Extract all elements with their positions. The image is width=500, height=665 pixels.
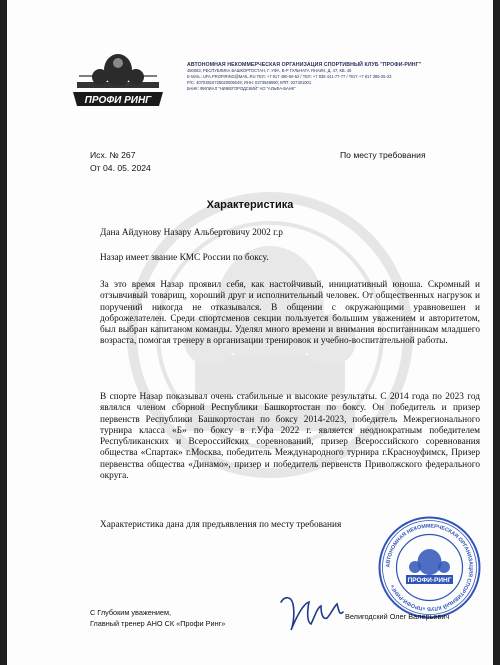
paragraph-achievements: В спорте Назар показывал очень стабильные и высокие результаты. С 2014 года по 2023 год являлся членом сборной Республики Башкортостан по боксу. Он победитель и призер первенств Республики Башкортостан по боксу 2014-2023, победитель Межрегионального турнира класса «Б» по боксу в г.Уфа 2022 г. является неоднократным победителем Республиканских и Всероссийских соревнований, призер Всероссийского соревнования общества «Спартак» г.Москва, победитель Международного турнира г.Красноуфимск, Призер первенства общества «Динамо», призер и победитель первенств Приволжского федерального округа. [100, 392, 480, 482]
reference-date: От 04. 05. 2024 [90, 163, 151, 173]
stamp-center-text: ПРОФИ-РИНГ [407, 577, 452, 584]
letterhead [187, 62, 487, 92]
document-page [7, 0, 493, 665]
closing-regards: С Глубоким уважением, [90, 608, 172, 617]
destination: По месту требования [340, 150, 426, 160]
paragraph-rank: Назар имеет звание КМС России по боксу. [100, 253, 269, 263]
stamp-ring-text: АВТОНОМНАЯ НЕКОММЕРЧЕСКАЯ ОРГАНИЗАЦИЯ СПОРТИВНЫЙ КЛУБ «ПРОФИ-РИНГ» [385, 523, 474, 612]
org-contacts: E-MAIL: UFA.PROFIRING@MAIL.RU ТЕЛ: +7 917 490-50-52 / ТЕЛ: +7 938 441-77-77 / ТЕЛ: +7 917 385-25-23 [187, 74, 392, 79]
logo-text: ПРОФИ РИНГ [84, 95, 152, 106]
org-bank-details: Р/С: 40703810725020006049; ИНН: 0273948590; КПП: 027301001 [187, 80, 312, 85]
club-logo [69, 48, 167, 118]
recipient-line: Дана Айдунову Назару Альбертовичу 2002 г.р [100, 228, 283, 238]
handwritten-signature [277, 592, 347, 634]
reference-number: Исх. № 267 [90, 150, 136, 160]
org-name: АВТОНОМНАЯ НЕКОММЕРЧЕСКАЯ ОРГАНИЗАЦИЯ СПОРТИВНЫЙ КЛУБ "ПРОФИ-РИНГ" [187, 62, 422, 68]
official-stamp [377, 515, 482, 620]
org-bank: БАНК: ФИЛИАЛ "НИЖЕГОРОДСКИЙ" АО "АЛЬФА-БАНК" [187, 86, 296, 91]
document-title: Характеристика [206, 199, 294, 211]
signer-name: Велигодский Олег Валерьевич [345, 612, 450, 621]
paragraph-character: За это время Назар проявил себя, как настойчивый, инициативный юноша. Скромный и отзывчивый товарищ, хороший друг и исполнительный человек. От общественных нагрузок и поручений никогда не отказывался. В общении с окружающими уравновешен и доброжелателен. Среди спортсменов секции пользуется большим уважением и авторитетом, был выбран капитаном команды. Уделял много времени и внимания воспитанникам младшего возраста, помогая тренеру в организации тренировок и учебно-воспитательной работы. [100, 280, 480, 347]
signer-position: Главный тренер АНО СК «Профи Ринг» [90, 619, 226, 628]
org-address: 450083, РЕСПУБЛИКА БАШКОРТОСТАН, Г. УФА, В-Р ГУЛЬЧАТА ЯНАИН, Д. 47, КВ. 45 [187, 68, 352, 73]
paragraph-purpose: Характеристика дана для предъявления по месту требования [100, 520, 342, 530]
